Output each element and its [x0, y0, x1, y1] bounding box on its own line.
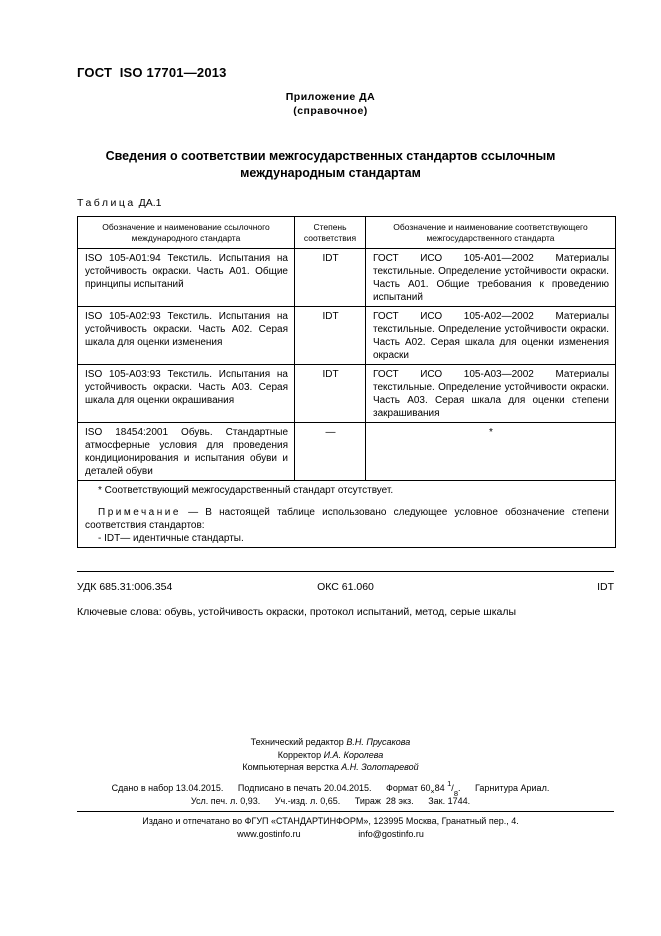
corrector-role: Корректор [277, 749, 322, 760]
oks-code: ОКС 61.060 [317, 581, 374, 593]
typesetting-name: А.Н. Золотаревой [341, 762, 419, 772]
cell-reference-standard: ISO 105-A02:93 Текстиль. Испытания на устойчивость окраски. Часть А02. Серая шкала для оценки изменения [78, 307, 295, 365]
paper-format: Формат $60_\times 84$ $^1/_8$. [386, 779, 461, 798]
cell-degree: IDT [295, 307, 366, 365]
table-note-item: - IDT— идентичные стандарты. [98, 533, 244, 544]
corrector-name: И.А. Королева [323, 749, 384, 760]
imprint-press-line-1 [0, 780, 661, 796]
cell-reference-standard: ISO 18454:2001 Обувь. Стандартные атмосферные условия для проведения кондиционирования и испытания обуви и деталей обуви [78, 423, 295, 481]
publisher-block [0, 815, 661, 841]
publisher-contacts [0, 828, 661, 841]
udk-code: УДК 685.31:006.354 [77, 581, 173, 593]
multiply-sign: × [430, 788, 435, 796]
table-note-text: — В настоящей таблице использовано следующее условное обозначение степени соответствия стандартов: [85, 507, 609, 531]
cell-degree: IDT [295, 365, 366, 423]
cell-interstate-standard: * [366, 423, 616, 481]
table-footnote-cell [78, 481, 616, 548]
corrector-line [0, 749, 661, 762]
set-date: Сдано в набор 13.04.2015. [111, 783, 224, 793]
table-caption-number: ДА.1 [138, 197, 162, 209]
column-header-reference-standard: Обозначение и наименование ссылочного международного стандарта [78, 217, 295, 249]
annex-title: Приложение ДА [285, 91, 376, 103]
imprint-editors [0, 736, 661, 774]
cell-interstate-standard: ГОСТ ИСО 105-А01—2002 Материалы текстильные. Определение устойчивости окраски. Часть А01. Общие требования к проведению испытаний [366, 249, 616, 307]
page-title-line1: Сведения о соответствии межгосударственных стандартов ссылочным [105, 149, 556, 163]
table-note-label: Примечание [98, 507, 181, 518]
table-footnote-row [78, 481, 616, 548]
table-header-row [78, 217, 616, 249]
separator-line-top [77, 571, 614, 572]
table-footnote: * Соответствующий межгосударственный стандарт отсутствует. [98, 485, 394, 496]
keywords-line: Ключевые слова: обувь, устойчивость окраски, протокол испытаний, метод, серые шкалы [77, 606, 517, 618]
degree-code: IDT [597, 581, 614, 593]
column-header-degree: Степень соответствия [295, 217, 366, 249]
doc-code: ГОСТ ISO 17701—2013 [77, 65, 227, 80]
page-title-line2: международным стандартам [240, 165, 421, 180]
press-sheets: Усл. печ. л. 0,93. [190, 796, 261, 806]
technical-editor-role: Технический редактор [250, 737, 344, 747]
table-caption [77, 197, 161, 209]
annex-heading [0, 91, 661, 118]
cell-interstate-standard: ГОСТ ИСО 105-А02—2002 Материалы текстильные. Определение устойчивости окраски. Часть А02. Серая шкала для оценки изменения окраски [366, 307, 616, 365]
format-fraction: $^1/_8$ [447, 779, 458, 798]
separator-line-bottom [77, 811, 614, 812]
table-note [85, 506, 609, 532]
cell-degree: IDT [295, 249, 366, 307]
table-row [78, 423, 616, 481]
typesetting-role: Компьютерная верстка [242, 762, 339, 772]
table-row [78, 365, 616, 423]
classification-row [77, 581, 614, 593]
cell-reference-standard: ISO 105-A01:94 Текстиль. Испытания на устойчивость окраски. Часть А01. Общие принципы испытаний [78, 249, 295, 307]
table-row [78, 307, 616, 365]
page-title [60, 148, 601, 181]
typeface: Гарнитура Ариал. [475, 783, 550, 793]
cell-interstate-standard: ГОСТ ИСО 105-А03—2002 Материалы текстильные. Определение устойчивости окраски. Часть А03. Серая шкала для оценки степени закрашивания [366, 365, 616, 423]
cell-reference-standard: ISO 105-A03:93 Текстиль. Испытания на устойчивость окраски. Часть А03. Серая шкала для оценки окрашивания [78, 365, 295, 423]
print-date: Подписано в печать 20.04.2015. [237, 783, 372, 793]
publisher-address: Издано и отпечатано во ФГУП «СТАНДАРТИНФОРМ», 123995 Москва, Гранатный пер., 4. [142, 816, 519, 826]
correspondence-table [77, 216, 616, 548]
circulation: Тираж 28 экз. [354, 796, 414, 806]
technical-editor-name: В.Н. Прусакова [346, 737, 411, 747]
publisher-email: info@gostinfo.ru [358, 829, 424, 839]
table-row [78, 249, 616, 307]
column-header-interstate-standard: Обозначение и наименование соответствующего межгосударственного стандарта [366, 217, 616, 249]
pub-sheets: Уч.-изд. л. 0,65. [274, 796, 341, 806]
annex-subtitle: (справочное) [293, 104, 368, 117]
table-caption-word: Таблица [77, 197, 136, 209]
publisher-website: www.gostinfo.ru [237, 829, 301, 839]
typesetting-line [0, 761, 661, 774]
cell-degree: — [295, 423, 366, 481]
technical-editor-line [0, 736, 661, 749]
order-number: Зак. 1744. [428, 796, 471, 806]
imprint-press-line-2 [0, 796, 661, 806]
